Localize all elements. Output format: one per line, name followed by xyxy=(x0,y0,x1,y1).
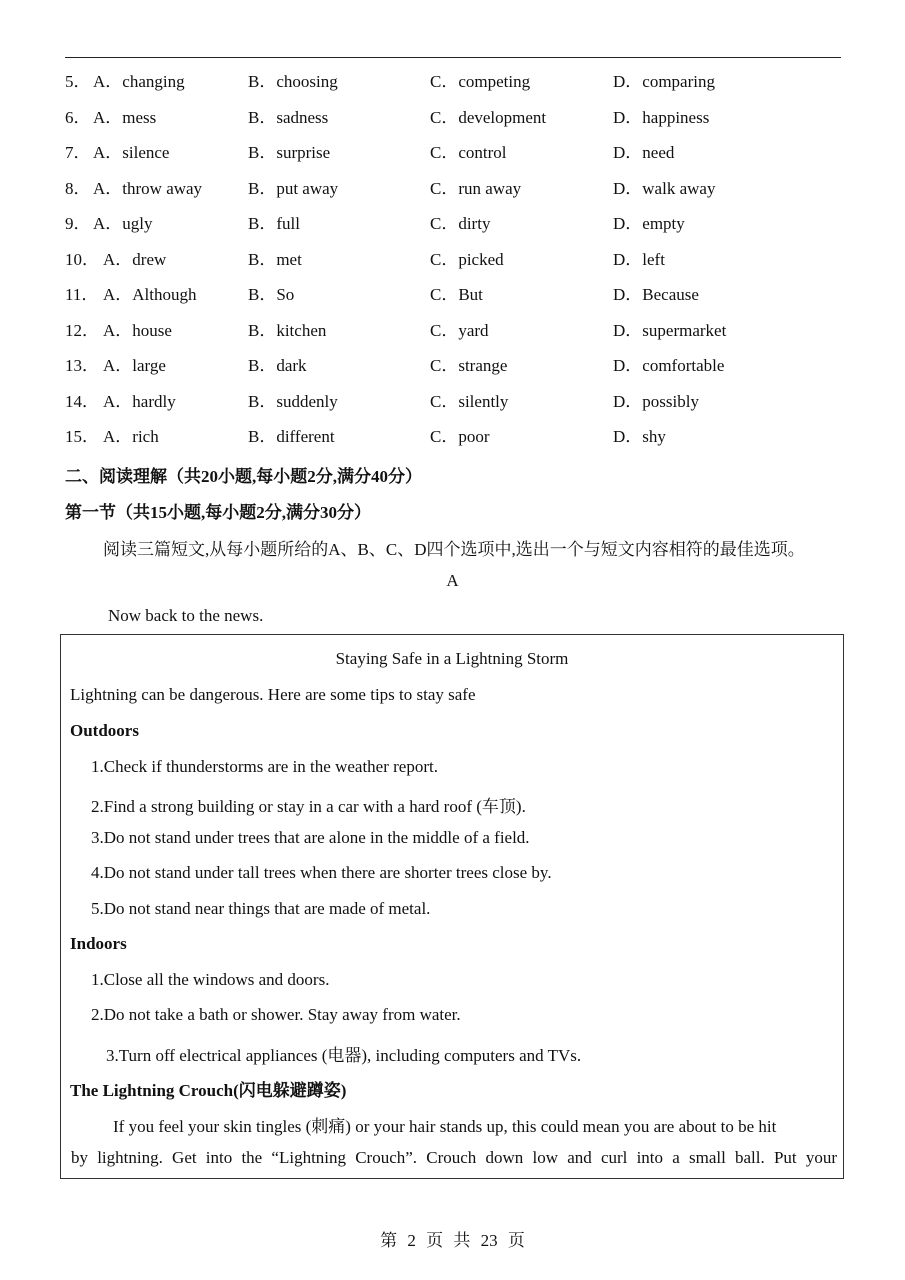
question-number: 10． xyxy=(65,249,99,269)
option-a: A．drew xyxy=(103,249,167,269)
option-c: C．silently xyxy=(430,391,509,411)
question-number: 5． xyxy=(65,72,91,91)
passage-box xyxy=(60,634,844,1179)
question-number: 15． xyxy=(65,427,99,446)
option-d: D．comfortable xyxy=(613,356,725,375)
option-c: C．poor xyxy=(430,427,490,446)
option-c: C．competing xyxy=(430,72,531,91)
option-d: D．shy xyxy=(613,427,666,446)
question-row xyxy=(0,171,905,207)
option-c: C．control xyxy=(430,143,507,162)
question-row xyxy=(0,206,905,242)
crouch-text-line: If you feel your skin tingles (刺痛) or your hair stands up, this could mean you are about to be hit xyxy=(113,1117,777,1136)
option-b: B．dark xyxy=(248,356,307,375)
outdoors-tip: 1.Check if thunderstorms are in the weather report. xyxy=(91,757,438,776)
option-d: D．walk away xyxy=(613,178,716,198)
question-row xyxy=(0,100,905,136)
indoors-tip: 1.Close all the windows and doors. xyxy=(91,970,330,989)
option-a: A．rich xyxy=(103,427,159,446)
question-number: 13． xyxy=(65,356,99,375)
option-c: C．yard xyxy=(430,320,489,340)
option-d: D．Because xyxy=(613,285,699,304)
question-number: 14． xyxy=(65,391,99,411)
option-b: B．choosing xyxy=(248,72,338,91)
option-b: B．suddenly xyxy=(248,391,338,411)
header-rule xyxy=(65,57,841,58)
question-number: 12． xyxy=(65,320,99,340)
option-b: B．full xyxy=(248,214,300,233)
outdoors-heading: Outdoors xyxy=(70,721,139,740)
part-heading: 第一节（共15小题,每小题2分,满分30分） xyxy=(65,503,371,522)
outdoors-tip: 3.Do not stand under trees that are alone in the middle of a field. xyxy=(91,828,530,847)
passage-letter: A xyxy=(446,571,459,590)
option-d: D．supermarket xyxy=(613,320,727,340)
question-number: 8． xyxy=(65,178,91,198)
option-b: B．sadness xyxy=(248,107,329,127)
option-b: B．surprise xyxy=(248,143,331,162)
question-row xyxy=(0,277,905,313)
option-a: A．house xyxy=(103,320,172,340)
option-d: D．empty xyxy=(613,214,685,233)
option-c: C．But xyxy=(430,285,483,304)
question-number: 9． xyxy=(65,214,91,233)
page-footer: 第 2 页 共 23 页 xyxy=(380,1231,525,1250)
option-a: A．throw away xyxy=(93,178,203,198)
option-c: C．dirty xyxy=(430,214,491,233)
question-row xyxy=(0,242,905,278)
question-row xyxy=(0,384,905,420)
option-a: A．ugly xyxy=(93,214,153,233)
option-d: D．possibly xyxy=(613,391,699,411)
question-row xyxy=(0,313,905,349)
option-d: D．left xyxy=(613,249,665,269)
question-number: 11． xyxy=(65,285,99,304)
question-number: 7． xyxy=(65,143,91,162)
option-d: D．happiness xyxy=(613,107,710,127)
option-d: D．comparing xyxy=(613,72,715,91)
question-row xyxy=(0,419,905,455)
box-title: Staying Safe in a Lightning Storm xyxy=(335,649,569,668)
outdoors-tip: 2.Find a strong building or stay in a car with a hard roof (车顶). xyxy=(91,797,526,816)
section-heading: 二、阅读理解（共20小题,每小题2分,满分40分） xyxy=(65,467,422,486)
option-b: B．met xyxy=(248,249,302,269)
option-c: C．run away xyxy=(430,178,522,198)
crouch-heading: The Lightning Crouch(闪电躲避蹲姿) xyxy=(70,1081,347,1100)
box-lead: Lightning can be dangerous. Here are some tips to stay safe xyxy=(70,685,476,704)
question-row xyxy=(0,135,905,171)
option-a: A．large xyxy=(103,356,166,375)
indoors-tip: 2.Do not take a bath or shower. Stay away from water. xyxy=(91,1005,461,1024)
instructions: 阅读三篇短文,从每小题所给的A、B、C、D四个选项中,选出一个与短文内容相符的最佳选项。 xyxy=(103,540,805,559)
question-row xyxy=(0,64,905,100)
option-b: B．So xyxy=(248,285,295,304)
option-d: D．need xyxy=(613,143,675,162)
option-a: A．hardly xyxy=(103,391,176,411)
option-a: A．changing xyxy=(93,72,185,91)
outdoors-tip: 5.Do not stand near things that are made of metal. xyxy=(91,899,431,918)
option-a: A．silence xyxy=(93,143,170,162)
option-b: B．kitchen xyxy=(248,320,327,340)
option-b: B．put away xyxy=(248,178,339,198)
question-row xyxy=(0,348,905,384)
option-c: C．picked xyxy=(430,249,504,269)
indoors-heading: Indoors xyxy=(70,934,127,953)
outdoors-tip: 4.Do not stand under tall trees when there are shorter trees close by. xyxy=(91,863,552,882)
option-c: C．strange xyxy=(430,356,508,375)
question-number: 6． xyxy=(65,107,91,127)
option-a: A．mess xyxy=(93,107,157,127)
passage-intro: Now back to the news. xyxy=(108,606,264,625)
option-b: B．different xyxy=(248,427,335,446)
option-a: A．Although xyxy=(103,285,197,304)
indoors-tip: 3.Turn off electrical appliances (电器), including computers and TVs. xyxy=(106,1046,582,1065)
option-c: C．development xyxy=(430,107,547,127)
crouch-text-line: by lightning. Get into the “Lightning Crouch”. Crouch down low and curl into a small ball. Put your xyxy=(71,1148,837,1167)
